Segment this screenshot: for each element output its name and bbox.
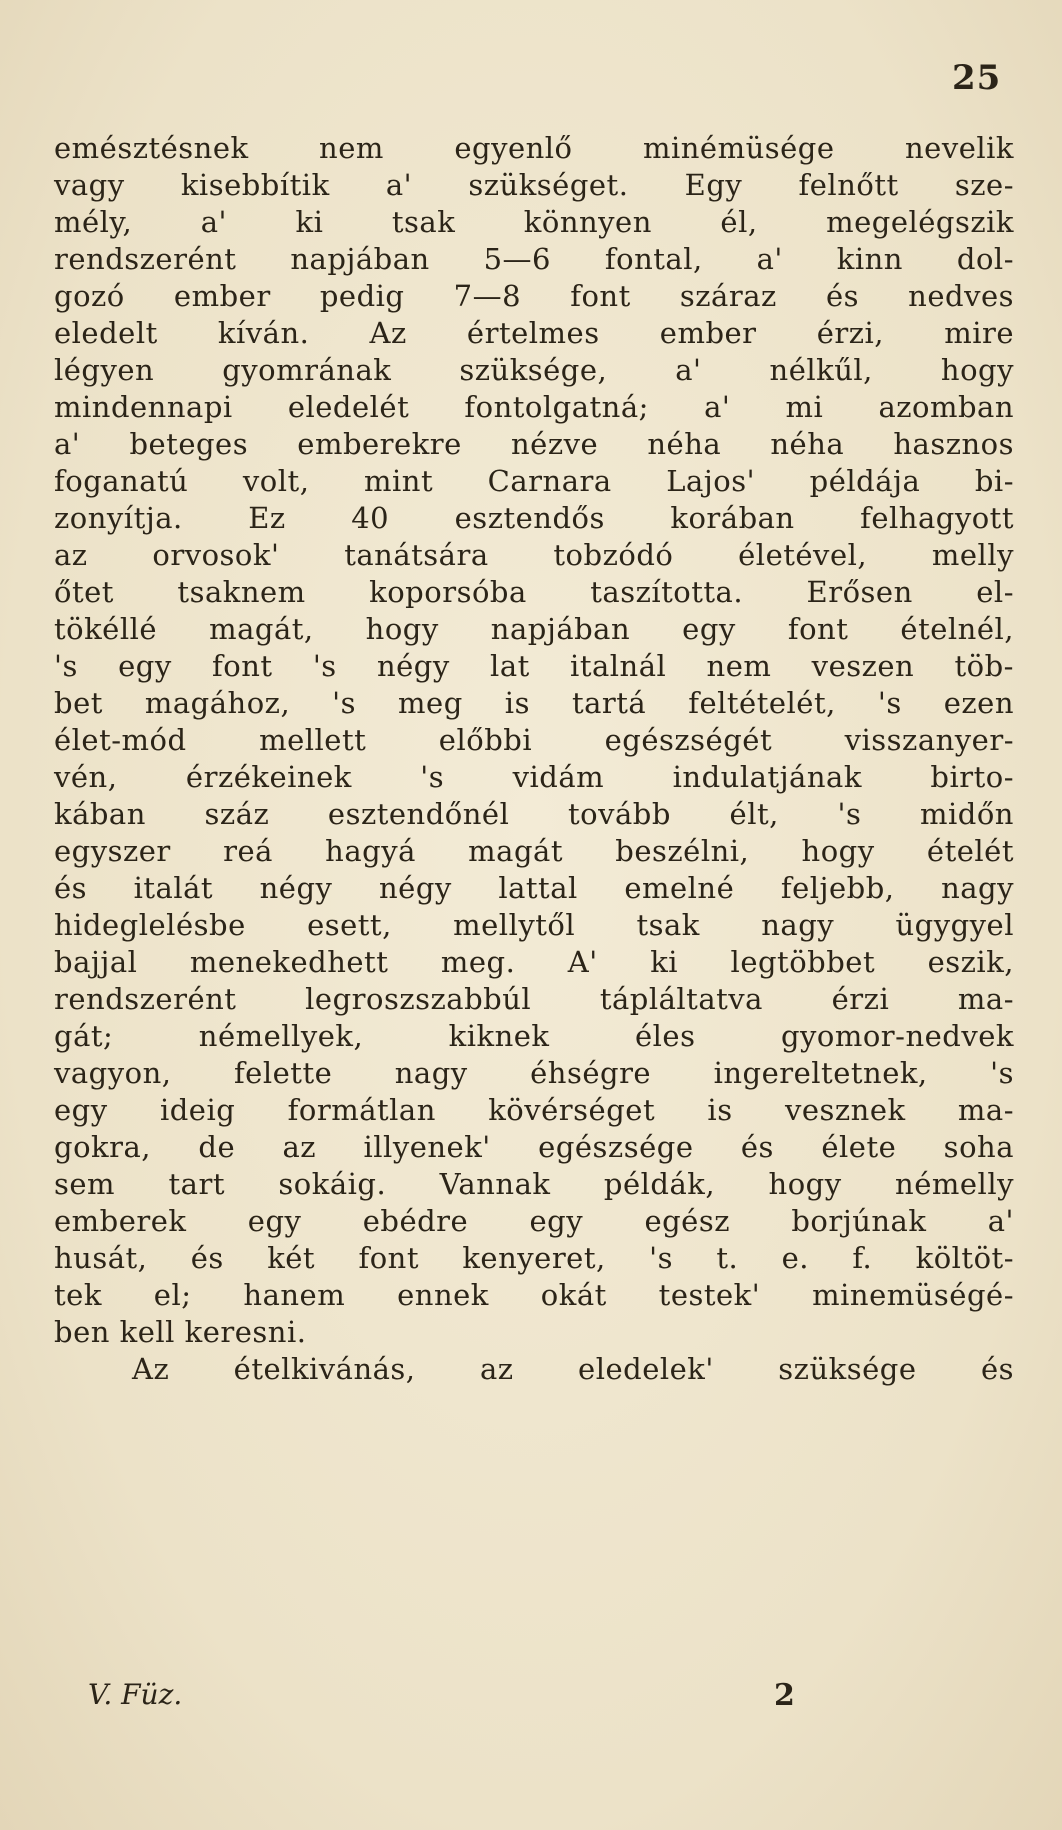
body-text — [54, 130, 1014, 1388]
text-line: a' beteges emberekre nézve néha néha hasznos — [54, 427, 1014, 461]
text-line: sem tart sokáig. Vannak példák, hogy némelly — [54, 1167, 1014, 1201]
text-line: foganatú volt, mint Carnara Lajos' példája bi- — [54, 464, 1014, 498]
sheet-number: 2 — [774, 1678, 795, 1713]
text-line: légyen gyomrának szüksége, a' nélkűl, hogy — [54, 353, 1014, 387]
text-line: egy ideig formátlan kövérséget is vesznek ma- — [54, 1093, 1014, 1127]
text-line: ben kell keresni. — [54, 1315, 307, 1349]
text-line: Az ételkivánás, az eledelek' szüksége és — [132, 1352, 1014, 1386]
text-line: bet magához, 's meg is tartá feltételét, 's ezen — [54, 686, 1014, 720]
text-line: eledelt kíván. Az értelmes ember érzi, mire — [54, 316, 1014, 350]
text-line: őtet tsaknem koporsóba taszította. Erősen el- — [54, 575, 1014, 609]
text-line: vén, érzékeinek 's vidám indulatjának birto- — [54, 760, 1014, 794]
text-line: és italát négy négy lattal emelné feljebb, nagy — [54, 871, 1014, 905]
text-line: egyszer reá hagyá magát beszélni, hogy ételét — [54, 834, 1014, 868]
signature-mark: V. Füz. — [88, 1678, 183, 1711]
text-line: emberek egy ebédre egy egész borjúnak a' — [54, 1204, 1014, 1238]
text-line: emésztésnek nem egyenlő minémüsége nevelik — [54, 131, 1014, 165]
text-line: mindennapi eledelét fontolgatná; a' mi azomban — [54, 390, 1014, 424]
text-line: gát; némellyek, kiknek éles gyomor-nedvek — [54, 1019, 1014, 1053]
text-line: husát, és két font kenyeret, 's t. e. f. költöt- — [54, 1241, 1014, 1275]
text-line: 's egy font 's négy lat italnál nem veszen töb- — [54, 649, 1014, 683]
text-line: vagy kisebbítik a' szükséget. Egy felnőtt sze- — [54, 168, 1014, 202]
page-number: 25 — [952, 58, 1002, 98]
page-footer — [54, 1678, 1014, 1726]
text-line: tek el; hanem ennek okát testek' minemüségé- — [54, 1278, 1014, 1312]
text-line: mély, a' ki tsak könnyen él, megelégszik — [54, 205, 1014, 239]
text-line: tökéllé magát, hogy napjában egy font ételnél, — [54, 612, 1014, 646]
text-line: gokra, de az illyenek' egészsége és élete soha — [54, 1130, 1014, 1164]
text-line: hideglelésbe esett, mellytől tsak nagy ügygyel — [54, 908, 1014, 942]
text-line: kában száz esztendőnél tovább élt, 's midőn — [54, 797, 1014, 831]
text-line: rendszerént napjában 5—6 fontal, a' kinn dol- — [54, 242, 1014, 276]
text-line: élet-mód mellett előbbi egészségét visszanyer- — [54, 723, 1014, 757]
text-line: vagyon, felette nagy éhségre ingereltetnek, 's — [54, 1056, 1014, 1090]
text-line: az orvosok' tanátsára tobzódó életével, melly — [54, 538, 1014, 572]
text-line: gozó ember pedig 7—8 font száraz és nedves — [54, 279, 1014, 313]
text-line: rendszerént legroszszabbúl tápláltatva érzi ma- — [54, 982, 1014, 1016]
text-line: bajjal menekedhett meg. A' ki legtöbbet eszik, — [54, 945, 1014, 979]
text-line: zonyítja. Ez 40 esztendős korában felhagyott — [54, 501, 1014, 535]
